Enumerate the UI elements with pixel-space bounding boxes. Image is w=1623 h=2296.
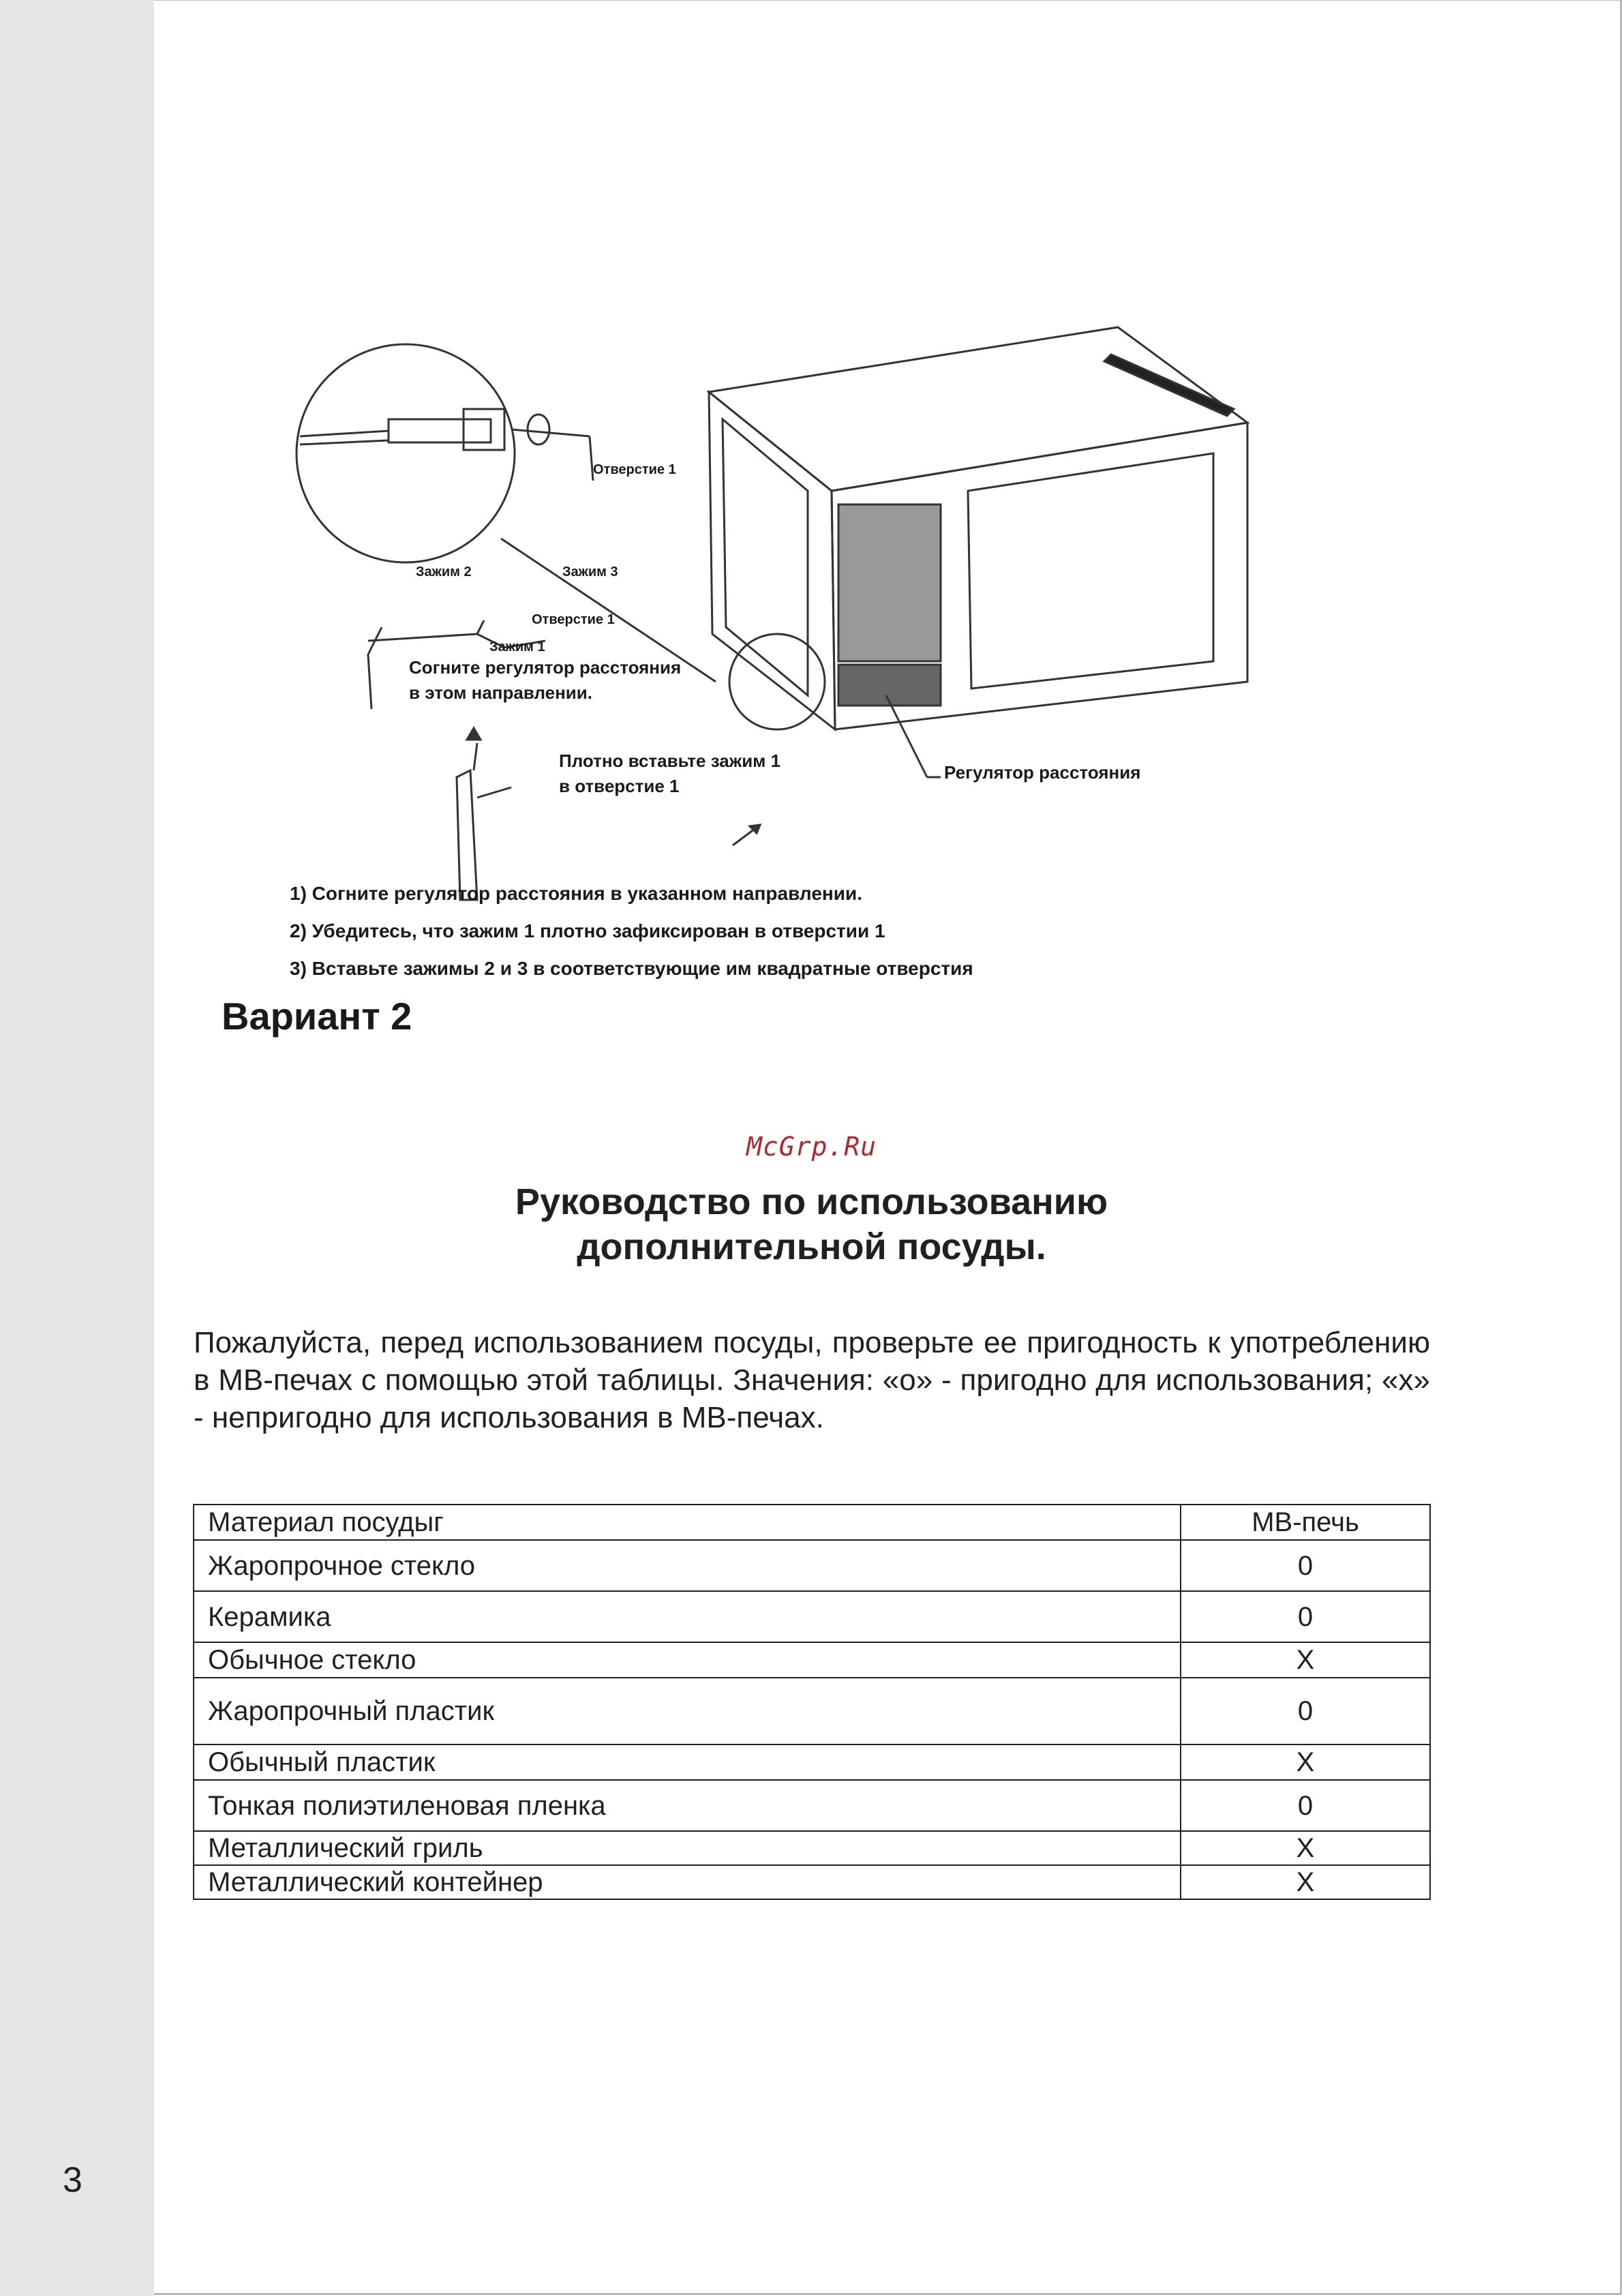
suitability-cell: 0 [1181, 1540, 1430, 1591]
material-cell: Обычный пластик [194, 1744, 1181, 1780]
step-2: 2) Убедитесь, что зажим 1 плотно зафиксирован в отверстии 1 [290, 920, 885, 941]
material-cell: Металлический контейнер [194, 1865, 1181, 1899]
variant-label: Вариант 2 [222, 995, 412, 1038]
callout-insert-line2: в отверстие 1 [559, 776, 680, 796]
suitability-cell: X [1181, 1831, 1430, 1865]
callout-clip2: Зажим 2 [416, 564, 472, 579]
cookware-table [193, 1504, 1431, 1900]
material-cell: Обычное стекло [194, 1642, 1181, 1678]
material-cell: Металлический гриль [194, 1831, 1181, 1865]
step-1: 1) Согните регулятор расстояния в указанном направлении. [290, 883, 863, 904]
table-row [194, 1831, 1430, 1865]
table-row [194, 1540, 1430, 1591]
table-header-row [194, 1505, 1430, 1540]
callout-clip3: Зажим 3 [562, 564, 618, 579]
callout-regulator: Регулятор расстояния [944, 762, 1141, 783]
installation-figure [191, 300, 1363, 1063]
callout-clip1: Зажим 1 [489, 639, 545, 654]
table-row [194, 1744, 1430, 1780]
step-3: 3) Вставьте зажимы 2 и 3 в соответствующие им квадратные отверстия [290, 958, 973, 979]
callout-hole1-zoom: Отверстие 1 [593, 462, 676, 477]
table-row [194, 1678, 1430, 1744]
suitability-cell: X [1181, 1865, 1430, 1899]
suitability-cell: 0 [1181, 1678, 1430, 1744]
material-cell: Тонкая полиэтиленовая пленка [194, 1780, 1181, 1831]
intro-paragraph: Пожалуйста, перед использованием посуды, проверьте ее пригодность к употреблению в МВ-печах с помощью этой таблицы. Значения: «о» - пригодно для использования; «х» - непригодно для использования в МВ-печах. [194, 1326, 1430, 1434]
callout-insert-line1: Плотно вставьте зажим 1 [559, 751, 781, 771]
callout-bend-line1: Согните регулятор расстояния [409, 657, 682, 678]
table-row [194, 1591, 1430, 1642]
suitability-cell: 0 [1181, 1591, 1430, 1642]
callout-hole1: Отверстие 1 [532, 612, 615, 627]
microwave-installation-diagram [191, 300, 1363, 1063]
suitability-cell: X [1181, 1744, 1430, 1780]
table-row [194, 1865, 1430, 1899]
zoom-circle [297, 344, 716, 682]
header-microwave: МВ-печь [1181, 1505, 1430, 1540]
page-number: 3 [63, 2160, 82, 2200]
material-cell: Жаропрочное стекло [194, 1540, 1181, 1591]
microwave-oven [709, 327, 1247, 729]
suitability-cell: 0 [1181, 1780, 1430, 1831]
callout-bend-line2: в этом направлении. [409, 682, 592, 703]
header-material: Материал посудыг [194, 1505, 1181, 1540]
page-title-line2: дополнительной посуды. [577, 1226, 1046, 1267]
suitability-cell: X [1181, 1642, 1430, 1678]
watermark: McGrp.Ru [746, 1132, 877, 1162]
page-title [0, 1179, 1623, 1269]
material-cell: Керамика [194, 1591, 1181, 1642]
page-title-line1: Руководство по использованию [515, 1181, 1108, 1222]
material-cell: Жаропрочный пластик [194, 1678, 1181, 1744]
table-row [194, 1780, 1430, 1831]
table-row [194, 1642, 1430, 1678]
